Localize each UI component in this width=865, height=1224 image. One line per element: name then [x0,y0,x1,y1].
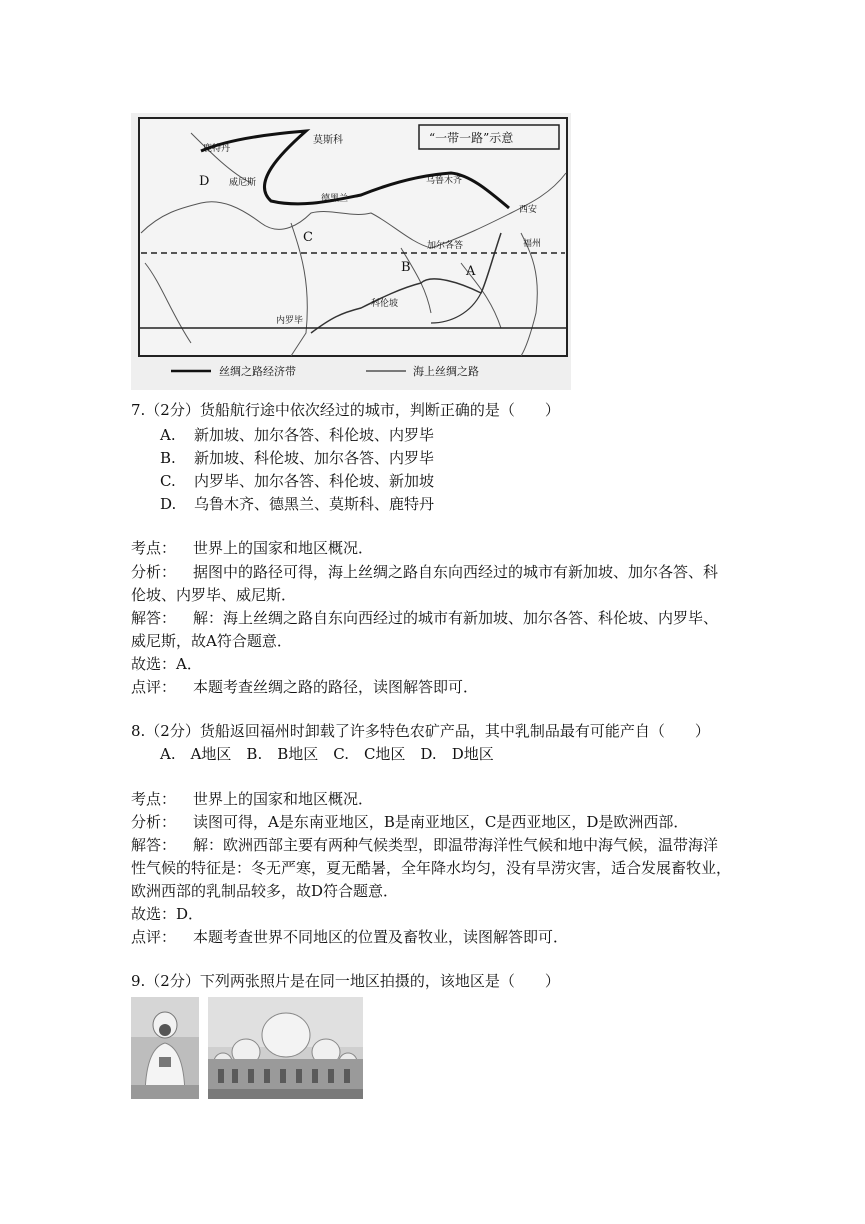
q7-stem: 7.（2分）货船航行途中依次经过的城市，判断正确的是（ ） [131,401,560,419]
legend-land: 丝绸之路经济带 [219,365,296,378]
q8-options: A. A地区 B. B地区 C. C地区 D. D地区 [160,745,494,763]
q8-jieda-cont-1: 性气候的特征是：冬无严寒，夏无酷暑，全年降水均匀，没有旱涝灾害，适合发展畜牧业， [131,859,732,877]
silk-road-map [131,113,571,390]
q8-kaodian: 考点： 世界上的国家和地区概况． [131,790,374,808]
legend-sea: 海上丝绸之路 [413,365,479,378]
label-colombo: 科伦坡 [371,299,399,309]
label-d: D [199,174,210,189]
label-a: A [466,264,476,279]
label-moscow: 莫斯科 [313,135,343,146]
q7-dianping: 点评： 本题考查丝绸之路的路径，读图解答即可． [131,678,479,696]
q8-jieda-cont-2: 欧洲西部的乳制品较多，故D符合题意． [131,882,399,900]
label-c: C [303,230,313,245]
label-venice: 威尼斯 [229,178,257,188]
q7-kaodian: 考点： 世界上的国家和地区概况． [131,539,374,557]
q7-option-b: B. 新加坡、科伦坡、加尔各答、内罗毕 [160,449,435,467]
q7-fenxi: 分析： 据图中的路径可得，海上丝绸之路自东向西经过的城市有新加坡、加尔各答、科 [131,563,719,581]
label-urumqi: 乌鲁木齐 [426,176,463,186]
label-nairobi: 内罗毕 [276,316,304,326]
q8-answer: 故选：D． [131,905,204,923]
label-b: B [401,260,411,275]
label-fuzhou: 福州 [523,239,542,249]
label-xian: 西安 [519,205,538,215]
q7-option-a: A. 新加坡、加尔各答、科伦坡、内罗毕 [160,426,435,444]
q8-jieda: 解答： 解：欧洲西部主要有两种气候类型，即温带海洋性气候和地中海气候，温带海洋 [131,836,719,854]
q8-stem: 8.（2分）货船返回福州时卸载了许多特色农矿产品，其中乳制品最有可能产自（ ） [131,722,710,740]
map-title: “一带一路”示意 [429,131,514,145]
q8-dianping: 点评： 本题考查世界不同地区的位置及畜牧业，读图解答即可． [131,928,569,946]
q8-fenxi: 分析： 读图可得，A是东南亚地区，B是南亚地区，C是西亚地区，D是欧洲西部． [131,813,689,831]
q7-jieda-cont: 威尼斯，故A符合题意． [131,632,292,650]
q7-option-c: C. 内罗毕、加尔各答、科伦坡、新加坡 [160,472,435,490]
q7-jieda: 解答： 解：海上丝绸之路自东向西经过的城市有新加坡、加尔各答、科伦坡、内罗毕、 [131,609,719,627]
q7-option-d: D. 乌鲁木齐、德黑兰、莫斯科、鹿特丹 [160,495,435,513]
q9-stem: 9.（2分）下列两张照片是在同一地区拍摄的，该地区是（ ） [131,972,560,990]
label-kolkata: 加尔各答 [427,241,464,251]
mosque-photo [208,997,363,1099]
person-photo [131,997,199,1099]
q7-fenxi-cont: 伦坡、内罗毕、威尼斯． [131,586,297,604]
q7-answer: 故选：A． [131,655,202,673]
label-tehran: 德黑兰 [321,194,349,204]
label-rotterdam: 鹿特丹 [203,144,231,154]
